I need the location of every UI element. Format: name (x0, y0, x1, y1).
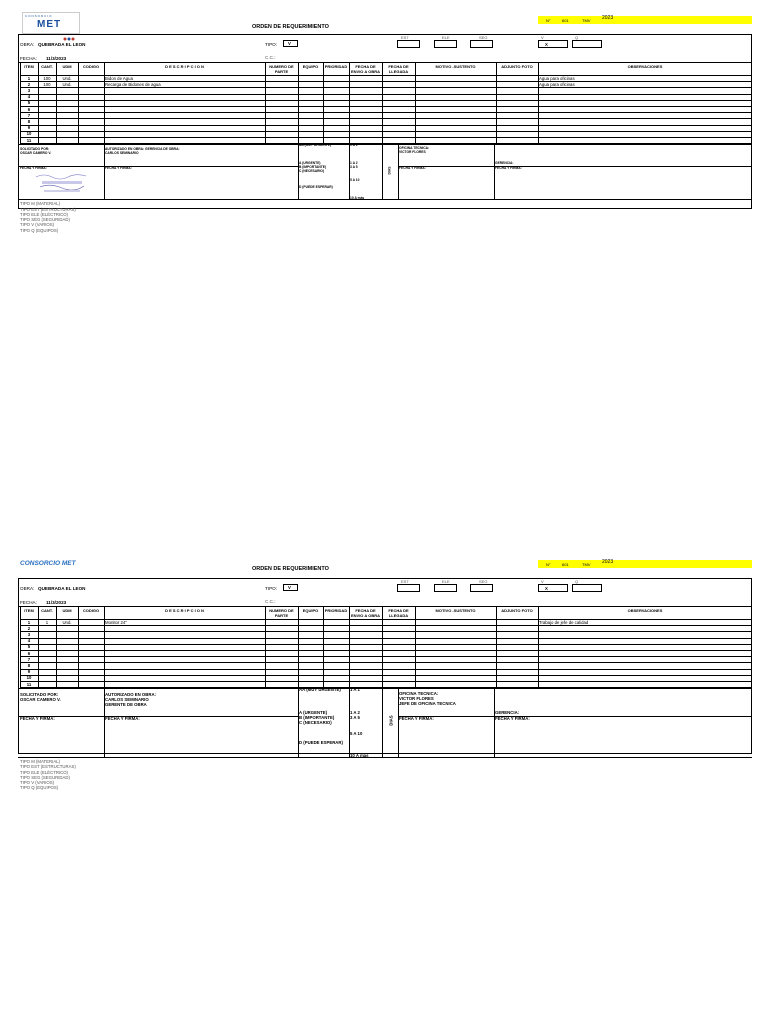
tipo-legend-item: TIPO ELE (ELÉCTRICO) (20, 769, 68, 775)
fecha-firma-3: FECHA Y FIRMA: (399, 166, 426, 171)
plazo-label: 1 A 1 (350, 143, 358, 148)
type-code-label: Q (575, 35, 579, 40)
nro-value: 601 (562, 18, 569, 23)
fecha-firma-2: FECHA Y FIRMA: (105, 715, 140, 721)
year-value: 2023 (602, 15, 614, 21)
company-name: CONSORCIO MET (20, 560, 76, 567)
table-header-cell: MOTIVO -SUSTENTO (435, 65, 476, 69)
signature-column-line (349, 688, 350, 757)
fecha-firma-4: FECHA Y FIRMA: (495, 166, 522, 171)
udm-cell[interactable]: Und. (62, 619, 72, 625)
gerencia-label: GERENCIA: (495, 709, 520, 715)
plazo-label: 10 A más (350, 196, 365, 201)
form-title: ORDEN DE REQUERIMIENTO (252, 24, 329, 30)
divider (18, 606, 752, 607)
selected-code-mark: X (545, 586, 548, 591)
oficina-name: VICTOR FLORES (399, 695, 434, 701)
type-code-label: ELE (442, 35, 450, 40)
item-cell: 4 (27, 94, 31, 100)
descripcion-cell[interactable]: Bidon de Agua (105, 75, 133, 81)
dias-label: DIAS (388, 715, 394, 726)
plazo-label: 10 A más (350, 753, 369, 759)
priority-label: D (PUEDE ESPERAR) (299, 185, 333, 190)
table-header-cell: ADJUNTO FOTO (501, 609, 533, 613)
tipo-input[interactable] (283, 584, 298, 591)
table-header-cell: UDM (62, 609, 72, 613)
item-cell: 6 (27, 650, 31, 656)
logo-met-text: MET (37, 19, 62, 30)
tipo-legend-item: TIPO SEG (SEGURIDAD) (20, 774, 70, 780)
signature-top-line (18, 144, 752, 145)
table-header-cell: FECHA DE LLEGADA (388, 609, 409, 618)
table-header-cell: PRIORIDAD (324, 65, 348, 69)
tipo-legend-item: TIPO EST (ESTRUCTURAS) (20, 206, 76, 212)
tipo-legend-item: TIPO V (VARIOS) (20, 222, 55, 228)
plazo-label: 3 A 5 (350, 714, 360, 720)
type-code-label: SEG (479, 35, 488, 40)
header-number-bar (538, 560, 752, 568)
table-header-cell: D E S C R I P C I O N (165, 65, 204, 69)
plazo-label: 1 A 1 (350, 687, 360, 693)
signature-mid-line (398, 166, 752, 167)
signature-column-line (382, 144, 383, 199)
obra-value: QUEBRADA EL LEON (38, 586, 86, 591)
autorizado-label: AUTORIZADO EN OBRA: (105, 692, 157, 698)
solicitado-name: OSCAR CAMERO V. (20, 151, 52, 156)
dias-label: DIAS (387, 166, 392, 175)
header-number-bar (538, 16, 752, 24)
item-cell: 6 (27, 106, 31, 112)
cc-label: C.C.: (265, 55, 276, 60)
type-code-label: SEG (479, 579, 488, 584)
item-cell: 11 (26, 681, 32, 687)
fecha-value: 11/3/2023 (46, 600, 67, 605)
tipo-legend-item: TIPO V (VARIOS) (20, 780, 55, 786)
item-cell: 7 (27, 112, 31, 118)
nro-label: N° (546, 562, 551, 567)
tmv-label: TMV (582, 562, 591, 567)
type-code-label: EST (401, 579, 409, 584)
tipo-legend-item: TIPO Q (EQUIPOS) (20, 227, 59, 233)
signature-column-line (494, 688, 495, 757)
descripcion-cell[interactable]: Recarga de Bidones de agua (105, 81, 161, 87)
oficina-role: JEFE DE OFICINA TECNICA (399, 700, 456, 706)
udm-cell[interactable]: Und. (62, 75, 72, 81)
autorizado-name: CARLOS SEMINARIO (105, 151, 139, 156)
tipo-legend-item: TIPO M (MATERIAL) (20, 758, 61, 764)
table-header-cell: EQUIPO (302, 65, 319, 69)
tipo-legend-item: TIPO SEG (SEGURIDAD) (20, 217, 70, 223)
fecha-firma-1: FECHA Y FIRMA: (20, 715, 55, 721)
plazo-label: 5 A 10 (350, 178, 360, 183)
tipo-value: V (288, 41, 291, 46)
signature-bottom-line (18, 757, 752, 758)
item-cell: 11 (26, 137, 32, 143)
tipo-legend-item: TIPO Q (EQUIPOS) (20, 785, 59, 791)
item-cell: 1 (27, 75, 31, 81)
table-header-cell: FECHA DE ENVIO A OBRA (350, 609, 381, 618)
plazo-label: 5 A 10 (350, 730, 363, 736)
item-cell: 4 (27, 638, 31, 644)
tipo-legend-item: TIPO EST (ESTRUCTURAS) (20, 764, 76, 770)
priority-label: D (PUEDE ESPERAR) (299, 739, 343, 745)
autorizado-role: GERENTE DE OBRA (105, 702, 147, 708)
item-cell: 2 (27, 625, 31, 631)
cant-cell[interactable]: 100 (43, 75, 51, 81)
item-cell: 10 (26, 131, 32, 137)
observaciones-cell[interactable]: Agua para oficinas (539, 81, 575, 87)
item-cell: 2 (27, 81, 31, 87)
table-header-cell: CODIGO (82, 65, 100, 69)
requisition-form-2 (0, 556, 768, 816)
priority-label: AA (MUY URGENTE) (299, 687, 341, 693)
table-header-cell: ADJUNTO FOTO (501, 65, 533, 69)
type-code-label: V (541, 579, 544, 584)
priority-label: A (URGENTE) (299, 161, 321, 166)
table-header-cell: CODIGO (82, 609, 100, 613)
priority-label: A (URGENTE) (299, 709, 328, 715)
fecha-firma-1: FECHA Y FIRMA: (20, 166, 47, 171)
tipo-label: TIPO: (265, 586, 277, 591)
tmv-label: TMV (582, 18, 591, 23)
item-cell: 10 (26, 675, 32, 681)
form-title: ORDEN DE REQUERIMIENTO (252, 566, 329, 572)
oficina-label: OFICINA TECNICA: (399, 146, 430, 151)
signature-image (34, 171, 90, 195)
signature-column-line (349, 144, 350, 199)
plazo-label: 1 A 2 (350, 161, 358, 166)
tipo-input[interactable] (283, 40, 298, 47)
signature-mid-line (398, 716, 752, 717)
autorizado-name: CARLOS SEMINARIO (105, 697, 149, 703)
table-header-cell: PRIORIDAD (324, 609, 348, 613)
obra-label: OBRA: (20, 42, 35, 47)
solicitado-label: SOLICITADO POR: (20, 692, 59, 698)
cant-cell[interactable]: 100 (43, 81, 51, 87)
oficina-label: OFICINA TECNICA: (399, 690, 439, 696)
priority-label: B (IMPORTANTE) (299, 165, 327, 170)
table-header-cell: CANT. (41, 65, 53, 69)
table-header-cell: UDM (62, 65, 72, 69)
item-cell: 1 (27, 619, 31, 625)
fecha-label: FECHA: (20, 56, 37, 61)
requisition-form-1 (0, 0, 768, 270)
item-cell: 3 (27, 631, 31, 637)
priority-label: AA (MUY URGENTE) (299, 143, 332, 148)
autorizado-label: AUTORIZADO EN OBRA: GERENCIA DE OBRA: (105, 147, 180, 152)
fecha-firma-4: FECHA Y FIRMA: (495, 715, 530, 721)
table-row (20, 137, 752, 143)
company-logo (22, 12, 80, 34)
table-header-cell: FECHA DE ENVIO A OBRA (350, 65, 381, 74)
type-code-label: Q (575, 579, 579, 584)
table-header-cell: CANT. (41, 609, 53, 613)
table-header-cell: NUMERO DE PARTE (269, 609, 294, 618)
type-code-label: ELE (442, 579, 450, 584)
table-header-cell: NUMERO DE PARTE (269, 65, 294, 74)
signature-mid-line (18, 716, 298, 717)
observaciones-cell[interactable]: Trabajo de jefe de calidad (539, 619, 589, 625)
plazo-label: 1 A 2 (350, 709, 360, 715)
priority-label: B (IMPORTANTE) (299, 714, 335, 720)
logo-dots-icon (63, 28, 75, 32)
item-cell: 7 (27, 656, 31, 662)
logo-company-name: CONSORCIO (25, 14, 53, 18)
cc-label: C.C.: (265, 599, 276, 604)
obra-value: QUEBRADA EL LEON (38, 42, 86, 47)
table-header-cell: D E S C R I P C I O N (165, 609, 204, 613)
cant-cell[interactable]: 1 (45, 619, 49, 625)
obra-label: OBRA: (20, 586, 35, 591)
priority-label: C (NECESARIO) (299, 169, 325, 174)
tipo-label: TIPO: (265, 42, 277, 47)
table-header-cell: MOTIVO -SUSTENTO (435, 609, 476, 613)
fecha-label: FECHA: (20, 600, 37, 605)
table-header-cell: ITEM (24, 65, 34, 69)
item-cell: 9 (27, 669, 31, 675)
table-row (20, 681, 752, 687)
tipo-legend-item: TIPO ELE (ELÉCTRICO) (20, 211, 68, 217)
item-cell: 3 (27, 87, 31, 93)
item-cell: 5 (27, 100, 31, 106)
observaciones-cell[interactable]: Agua para oficinas (539, 75, 575, 81)
udm-cell[interactable]: Und. (62, 81, 72, 87)
solicitado-name: OSCAR CAMERO V. (20, 697, 61, 703)
item-cell: 8 (27, 118, 31, 124)
signature-mid-line (18, 166, 298, 167)
item-cell: 5 (27, 644, 31, 650)
item-cell: 8 (27, 662, 31, 668)
fecha-firma-3: FECHA Y FIRMA: (399, 715, 434, 721)
divider (18, 62, 752, 63)
descripcion-cell[interactable]: Monitor 24" (105, 619, 127, 625)
priority-label: C (NECESARIO) (299, 719, 332, 725)
tipo-value: V (288, 585, 291, 590)
tipo-legend-item: TIPO M (MATERIAL) (20, 201, 61, 207)
table-header-cell: OBSERVACIONES (627, 609, 663, 613)
solicitado-label: SOLICITADO POR: (20, 147, 50, 152)
year-value: 2023 (602, 559, 614, 565)
oficina-name: VICTOR FLORES (399, 150, 426, 155)
selected-code-mark: X (545, 42, 548, 47)
table-header-cell: OBSERVACIONES (627, 65, 663, 69)
nro-value: 601 (562, 562, 569, 567)
gerencia-label: GERENCIA: (495, 161, 514, 166)
type-code-label: V (541, 35, 544, 40)
nro-label: N° (546, 18, 551, 23)
signature-column-line (494, 144, 495, 199)
fecha-value: 11/3/2023 (46, 56, 67, 61)
plazo-label: 3 A 5 (350, 165, 358, 170)
item-cell: 9 (27, 125, 31, 131)
table-header-cell: EQUIPO (302, 609, 319, 613)
fecha-firma-2: FECHA Y FIRMA: (105, 166, 132, 171)
signature-top-line (18, 688, 752, 689)
signature-column-line (382, 688, 383, 757)
type-code-label: EST (401, 35, 409, 40)
table-header-cell: ITEM (24, 609, 34, 613)
table-header-cell: FECHA DE LLEGADA (388, 65, 409, 74)
